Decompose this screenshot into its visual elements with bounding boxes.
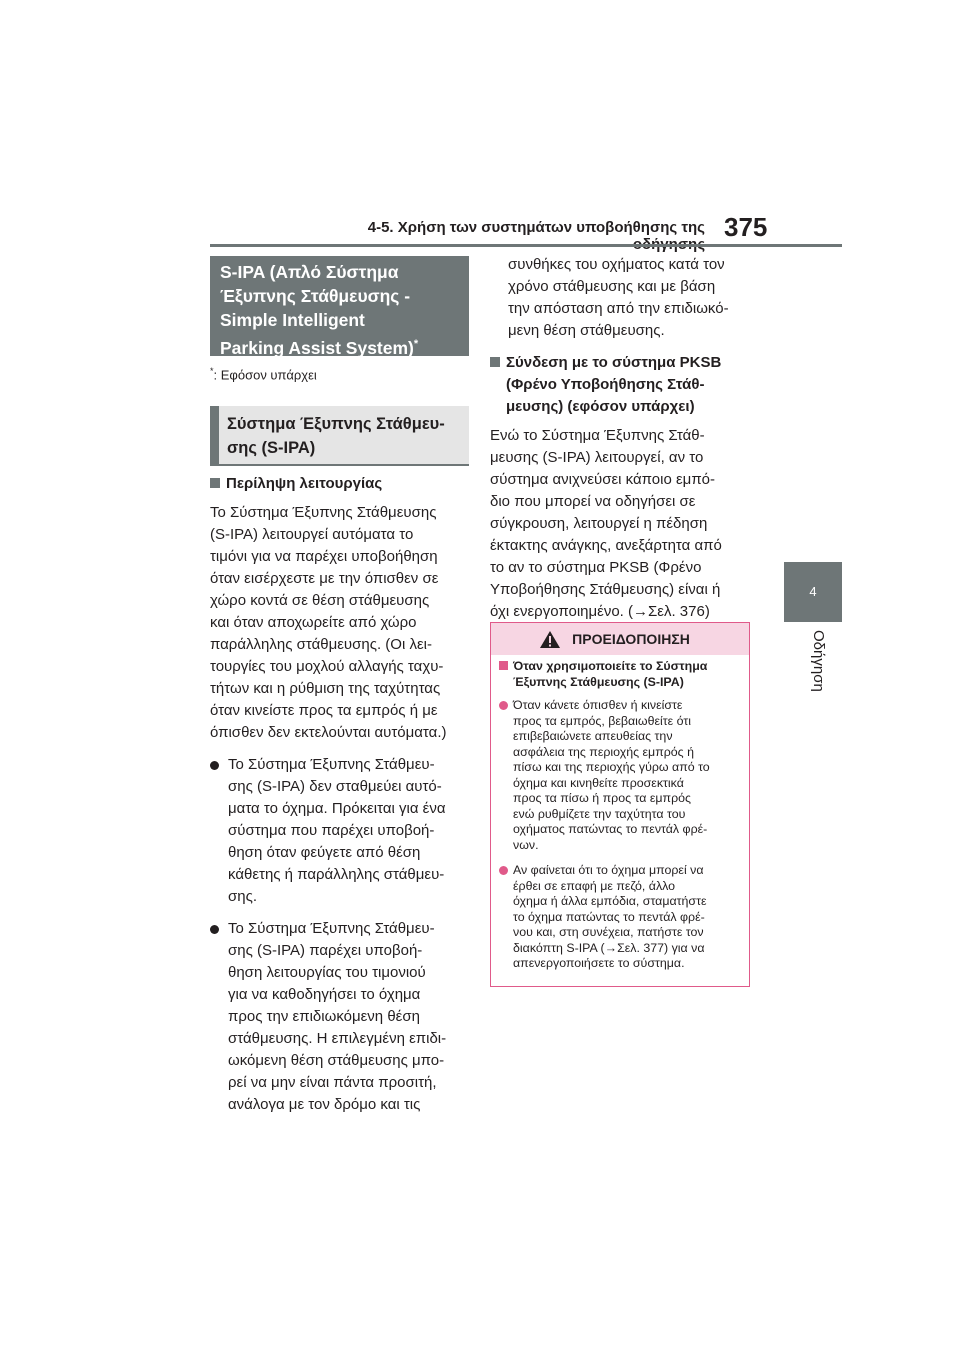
- warning-item: [499, 698, 743, 853]
- header-rule: [210, 244, 842, 247]
- overview-paragraph: [210, 502, 472, 744]
- text-line: την απόσταση από την επιδιωκό-: [508, 300, 729, 317]
- text-line: έκτακτης ανάγκης, ανεξάρτητα από: [490, 537, 722, 554]
- text-line: (S-IPA) λειτουργεί αυτόματα το: [210, 526, 414, 543]
- text-line: χρόνο στάθμευσης και με βάση: [508, 278, 716, 295]
- text-line: παράλληλης στάθμευσης. (Οι λει-: [210, 636, 432, 653]
- text-line: ματα το όχημα. Πρόκειται για ένα: [228, 800, 446, 817]
- text-line: σύστημα ανιχνεύσει κάποιο εμπό-: [490, 471, 716, 488]
- text-line: τήτων και η ρύθμιση της ταχύτητας: [210, 680, 441, 697]
- warning-body: [499, 659, 743, 972]
- bullet-dot-icon: [210, 925, 219, 934]
- text-line: όχι ενεργοποιημένο. (→Σελ. 376): [490, 603, 710, 620]
- text-line: ανάλογα με τον δρόμο και τις: [228, 1096, 421, 1113]
- text-line: όχημα και κινηθείτε προσεκτικά: [513, 775, 684, 790]
- text-line: νου και, στη συνέχεια, πατήστε τον: [513, 925, 704, 939]
- text-line: και όταν αποχωρείτε από χώρο: [210, 614, 417, 631]
- text-line: το αν το σύστημα PKSB (Φρένο: [490, 559, 702, 576]
- title-line: Parking Assist System)*: [220, 337, 419, 358]
- text-line: προς τα εμπρός, βεβαιωθείτε ότι: [513, 713, 691, 728]
- text-line: μενη θέση στάθμευσης.: [508, 322, 665, 339]
- text-line: Το Σύστημα Έξυπνης Στάθμευσης: [210, 504, 437, 521]
- text-line: για να καθοδηγήσει το όχημα: [228, 986, 421, 1003]
- title-line: S-IPA (Απλό Σύστημα: [220, 262, 399, 282]
- text-line: όχημα ή άλλα εμπόδια, σταματήστε: [513, 894, 707, 908]
- overview-section: [210, 473, 472, 1116]
- pksb-paragraph: [490, 425, 752, 623]
- text-line: προς την επιδιωκόμενη θέση: [228, 1008, 420, 1025]
- text-line: διακόπτη S-IPA (→Σελ. 377) για να: [513, 940, 705, 955]
- title-line: Simple Intelligent: [220, 310, 365, 330]
- text-line: ενώ ρυθμίζετε την ταχύτητα του: [513, 806, 686, 821]
- text-line: Το Σύστημα Έξυπνης Στάθμευ-: [228, 920, 435, 937]
- text-line: όταν κινείστε προς τα εμπρός ή με: [210, 702, 438, 719]
- text-line: Σύνδεση με το σύστημα PKSB: [490, 352, 752, 374]
- warning-title: ΠΡΟΕΙΔΟΠΟΙΗΣΗ: [572, 631, 690, 647]
- square-bullet-icon: [210, 478, 220, 488]
- text-line: προς τα πίσω ή προς τα εμπρός: [513, 791, 691, 805]
- bullet-item: [210, 918, 472, 1116]
- right-column: [490, 254, 752, 623]
- text-line: Αν φαίνεται ότι το όχημα μπορεί να: [513, 863, 704, 877]
- text-line: Όταν κάνετε όπισθεν ή κινείστε: [513, 698, 683, 712]
- text-line: Ενώ το Σύστημα Έξυπνης Στάθ-: [490, 427, 705, 444]
- text-line: όπισθεν δεν εκτελούνται αυτόματα.): [210, 724, 447, 741]
- text-line: οχήματος πατώντας το πεντάλ φρέ-: [513, 822, 708, 836]
- warning-heading: [499, 659, 743, 690]
- section-title-box: [210, 256, 469, 356]
- text-line: μευσης (S-IPA) λειτουργεί, αν το: [490, 449, 704, 466]
- text-line: έρθει σε επαφή με πεζό, άλλο: [513, 878, 676, 893]
- text-line: σης.: [228, 888, 257, 905]
- chapter-label: [795, 630, 835, 720]
- sub-line: σης (S-IPA): [227, 439, 316, 457]
- text-line: σύστημα που παρέχει υποβοή-: [228, 822, 435, 839]
- text-line: Το Σύστημα Έξυπνης Στάθμευ-: [228, 756, 435, 773]
- page-number: 375: [724, 212, 768, 242]
- text-line: ασφάλεια της περιοχής εμπρός ή: [513, 744, 694, 759]
- text-line: όταν εισέρχεστε με την όπισθεν σε: [210, 570, 439, 587]
- bullet-dot-icon: [499, 866, 508, 875]
- subsection-title-box: [210, 406, 469, 466]
- continued-text: [490, 254, 752, 342]
- text-line: (Φρένο Υποβοήθησης Στάθ-: [506, 376, 705, 393]
- text-line: απενεργοποιήσετε το σύστημα.: [513, 956, 685, 970]
- text-line: Όταν χρησιμοποιείτε το Σύστημα: [499, 659, 743, 675]
- chapter-tab[interactable]: 4: [784, 562, 842, 622]
- text-line: διο που μπορεί να οδηγήσει σε: [490, 493, 696, 510]
- warning-triangle-icon: [539, 630, 561, 649]
- text-line: χώρο κοντά σε θέση στάθμευσης: [210, 592, 430, 609]
- text-line: θηση λειτουργίας του τιμονιού: [228, 964, 426, 981]
- text-line: μευσης) (εφόσον υπάρχει): [506, 398, 695, 415]
- title-star: *: [413, 338, 419, 350]
- square-bullet-icon: [490, 357, 500, 367]
- bullet-dot-icon: [210, 761, 219, 770]
- pksb-heading: [490, 352, 752, 418]
- chapter-label-text: Οδήγηση: [810, 630, 827, 692]
- square-bullet-icon: [499, 661, 508, 670]
- text-line: ρεί να μην είναι πάντα προσιτή,: [228, 1074, 437, 1091]
- bullet-item: [210, 754, 472, 908]
- text-line: το όχημα πατώντας το πεντάλ φρέ-: [513, 909, 705, 924]
- text-line: σης (S-IPA) παρέχει υποβοή-: [228, 942, 423, 959]
- text-line: Έξυπνης Στάθμευσης (S-IPA): [513, 674, 684, 689]
- title-line: Έξυπνης Στάθμευσης -: [220, 286, 411, 306]
- text-line: νων.: [513, 837, 539, 852]
- section-title: 4-5. Χρήση των συστημάτων υποβοήθησης της: [367, 219, 705, 236]
- text-line: σύγκρουση, λειτουργεί η πέδηση: [490, 515, 708, 532]
- warning-header: [491, 623, 749, 655]
- text-line: τουργίες του μοχλού αλλαγής ταχυ-: [210, 658, 444, 675]
- overview-heading: Περίληψη λειτουργίας: [210, 473, 472, 495]
- sub-line: Σύστημα Έξυπνης Στάθμευ-: [227, 415, 445, 433]
- text-line: στάθμευσης. Η επιλεγμένη επιδι-: [228, 1030, 447, 1047]
- text-line: συνθήκες του οχήματος κατά τον: [508, 256, 725, 273]
- warning-item: [499, 863, 743, 972]
- footnote: *: Εφόσον υπάρχει: [210, 366, 317, 383]
- warning-box: [490, 622, 750, 987]
- text-line: επιβεβαιώνετε απευθείας την: [513, 729, 673, 743]
- text-line: τιμόνι για να παρέχει υποβοήθηση: [210, 548, 438, 565]
- bullet-dot-icon: [499, 701, 508, 710]
- text-line: Υποβοήθησης Στάθμευσης) είναι ή: [490, 581, 721, 598]
- text-line: κάθετης ή παράλληλης στάθμευ-: [228, 866, 445, 883]
- text-line: σης (S-IPA) δεν σταθμεύει αυτό-: [228, 778, 442, 795]
- text-line: θηση όταν φεύγετε από θέση: [228, 844, 421, 861]
- text-line: πίσω και της περιοχής γύρω από το: [513, 760, 710, 774]
- footnote-star: *: [210, 366, 214, 376]
- text-line: ωκόμενη θέση στάθμευσης μπο-: [228, 1052, 445, 1069]
